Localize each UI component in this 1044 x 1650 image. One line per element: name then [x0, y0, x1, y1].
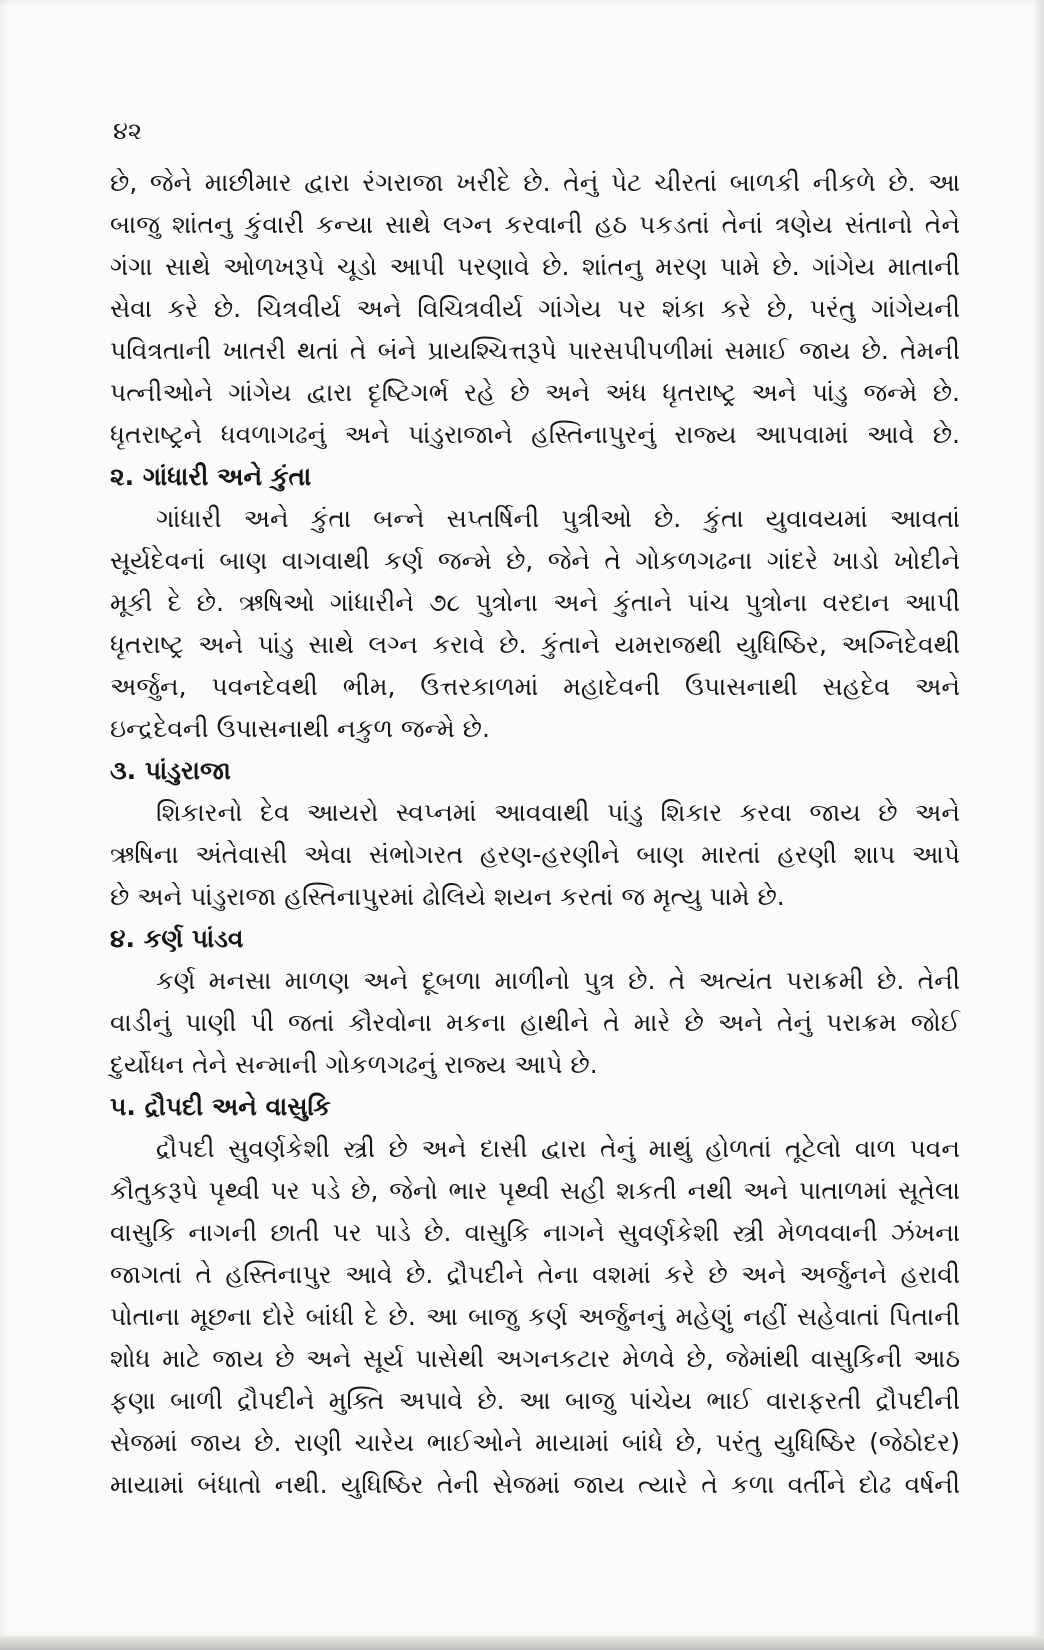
section-heading: ૨. ગાંધારી અને કુંતા	[110, 462, 312, 491]
section-heading: ૫. દ્રૌપદી અને વાસુકિ	[110, 1092, 331, 1121]
text-line: સેવા કરે છે. ચિત્રવીર્ય અને વિચિત્રવીર્ય ગાંગેય પર શંકા કરે છે, પરંતુ ગાંગેયની	[110, 294, 960, 323]
page-body	[110, 162, 960, 1506]
page-bottom-edge	[0, 1636, 1044, 1650]
text-line: જાગતાં તે હસ્તિનાપુર આવે છે. દ્રૌપદીને તેના વશમાં કરે છે અને અર્જુનને હરાવી	[110, 1260, 960, 1289]
text-line: ધૃતરાષ્ટ્ર અને પાંડુ સાથે લગ્ન કરાવે છે. કુંતાને યમરાજથી યુધિષ્ઠિર, અગ્નિદેવથી	[110, 630, 960, 659]
text-line: વાસુકિ નાગની છાતી પર પાડે છે. વાસુકિ નાગને સુવર્ણકેશી સ્ત્રી મેળવવાની ઝંખના	[110, 1218, 960, 1247]
text-line: શિકારનો દેવ આયરો સ્વપ્નમાં આવવાથી પાંડુ શિકાર કરવા જાય છે અને	[156, 798, 960, 827]
text-line: છે અને પાંડુરાજા હસ્તિનાપુરમાં ઢોલિયે શયન કરતાં જ મૃત્યુ પામે છે.	[110, 882, 785, 911]
text-line: માયામાં બંધાતો નથી. યુધિષ્ઠિર તેની સેજમાં જાય ત્યારે તે કળા વર્તીને દોઢ વર્ષની	[110, 1470, 960, 1499]
text-line: કૌતુકરૂપે પૃથ્વી પર પડે છે, જેનો ભાર પૃથ્વી સહી શકતી નથી અને પાતાળમાં સૂતેલા	[110, 1176, 960, 1205]
section-3	[110, 750, 960, 918]
text-line: ઇન્દ્રદેવની ઉપાસનાથી નકુળ જન્મે છે.	[110, 714, 490, 743]
text-line: પવિત્રતાની ખાતરી થતાં તે બંને પ્રાયશ્ચિત્તરૂપે પારસપીપળીમાં સમાઈ જાય છે. તેમની	[110, 336, 960, 365]
text-line: અર્જુન, પવનદેવથી ભીમ, ઉત્તરકાળમાં મહાદેવની ઉપાસનાથી સહદેવ અને	[110, 672, 960, 701]
text-line: ગાંધારી અને કુંતા બન્ને સપ્તર્ષિની પુત્રીઓ છે. કુંતા યુવાવયમાં આવતાં	[156, 504, 960, 533]
page-number: ૪૨	[113, 117, 142, 145]
section-2	[110, 456, 960, 750]
section-heading: ૪. કર્ણ પાંડવ	[110, 924, 244, 953]
text-line: સૂર્યદેવનાં બાણ વાગવાથી કર્ણ જન્મે છે, જેને તે ગોકળગઢના ગાંદરે ખાડો ખોદીને	[110, 546, 960, 575]
text-line: દ્રૌપદી સુવર્ણકેશી સ્ત્રી છે અને દાસી દ્વારા તેનું માથું હોળતાં તૂટેલો વાળ પવન	[156, 1134, 960, 1163]
section-4	[110, 918, 960, 1086]
section-5	[110, 1086, 960, 1506]
text-line: ફણા બાળી દ્રૌપદીને મુક્તિ અપાવે છે. આ બાજુ પાંચેય ભાઈ વારાફરતી દ્રૌપદીની	[110, 1386, 960, 1415]
text-line: ગંગા સાથે ઓળખરૂપે ચૂડો આપી પરણાવે છે. શાંતનુ મરણ પામે છે. ગાંગેય માતાની	[110, 252, 960, 281]
text-line: પોતાના મૂછના દોરે બાંધી દે છે. આ બાજુ કર્ણ અર્જુનનું મહેણું નહીં સહેવાતાં પિતાની	[110, 1302, 960, 1331]
text-line: દુર્યોધન તેને સન્માની ગોકળગઢનું રાજ્ય આપે છે.	[110, 1050, 598, 1079]
text-line: મૂકી દે છે. ઋષિઓ ગાંધારીને ૭૮ પુત્રોના અને કુંતાને પાંચ પુત્રોના વરદાન આપી	[110, 588, 960, 617]
text-line: સેજમાં જાય છે. રાણી ચારેય ભાઈઓને માયામાં બાંધે છે, પરંતુ યુધિષ્ઠિર (જેઠોદર)	[110, 1428, 960, 1457]
text-line: કર્ણ મનસા માળણ અને દૂબળા માળીનો પુત્ર છે. તે અત્યંત પરાક્રમી છે. તેની	[156, 966, 960, 995]
text-line: ધૃતરાષ્ટ્રને ધવળાગઢનું અને પાંડુરાજાને હસ્તિનાપુરનું રાજ્ય આપવામાં આવે છે.	[110, 420, 960, 449]
section-heading: ૩. પાંડુરાજા	[110, 756, 231, 785]
text-line: શોધ માટે જાય છે અને સૂર્ય પાસેથી અગનકટાર મેળવે છે, જેમાંથી વાસુકિની આઠ	[110, 1344, 960, 1373]
section-1-continuation	[110, 162, 960, 456]
text-line: બાજુ શાંતનુ કુંવારી કન્યા સાથે લગ્ન કરવાની હઠ પકડતાં તેનાં ત્રણેય સંતાનો તેને	[110, 210, 960, 239]
text-line: પત્નીઓને ગાંગેય દ્વારા દૃષ્ટિગર્ભ રહે છે અને અંધ ધૃતરાષ્ટ્ર અને પાંડુ જન્મે છે.	[110, 378, 960, 407]
text-line: વાડીનું પાણી પી જતાં કૌરવોના મકના હાથીને તે મારે છે અને તેનું પરાક્રમ જોઈ	[110, 1008, 960, 1037]
text-line: ઋષિના અંતેવાસી એવા સંભોગરત હરણ-હરણીને બાણ મારતાં હરણી શાપ આપે	[110, 840, 960, 869]
text-line: છે, જેને માછીમાર દ્વારા રંગરાજા ખરીદે છે. તેનું પેટ ચીરતાં બાળકી નીકળે છે. આ	[110, 168, 960, 197]
